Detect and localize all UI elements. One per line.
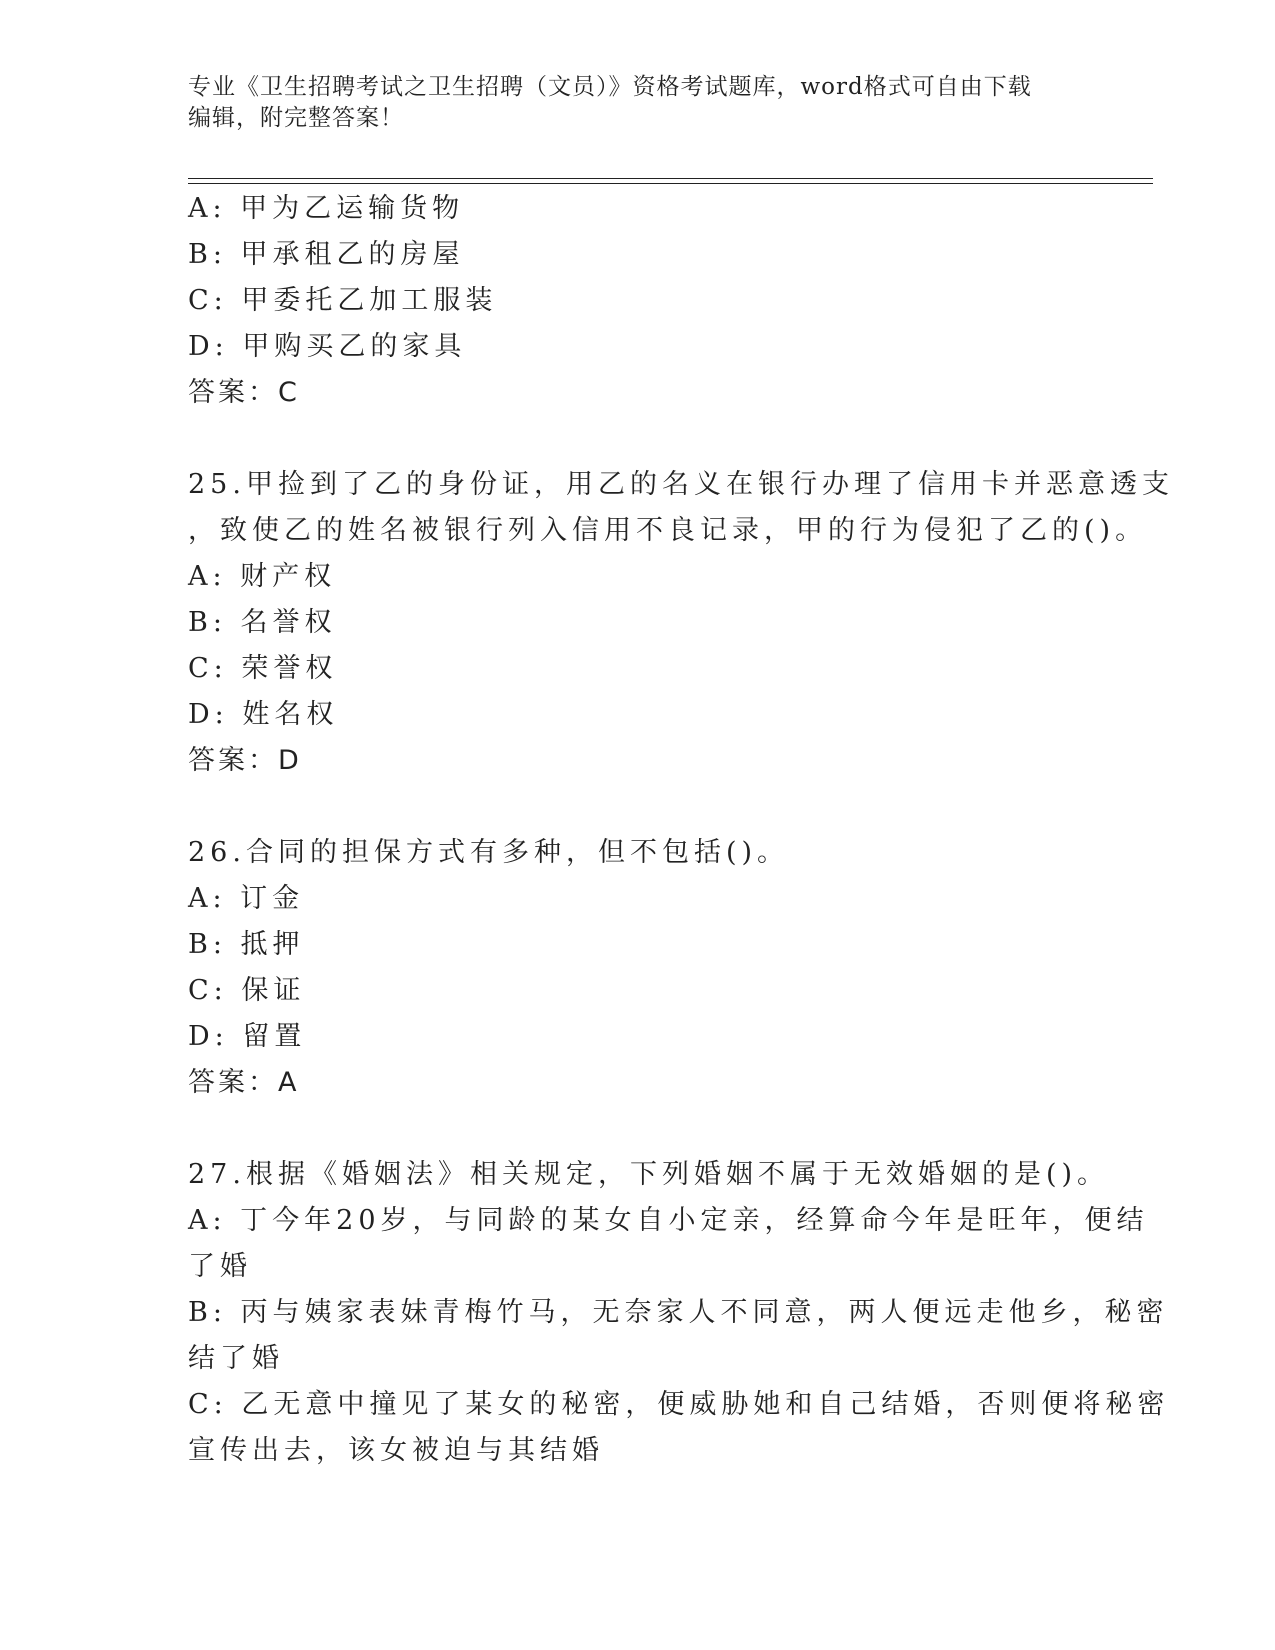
header-line-2: 编辑，附完整答案！ <box>188 105 404 131</box>
question-list <box>188 186 1188 1474</box>
option-a: A: 财产权 <box>188 561 337 592</box>
option-c: C: 荣誉权 <box>188 653 338 684</box>
option-c: C: 甲委托乙加工服装 <box>188 285 498 316</box>
spacer <box>188 416 1188 462</box>
question-24 <box>188 186 1188 416</box>
option-d: D: 留置 <box>188 1021 307 1052</box>
question-stem: 25.甲捡到了乙的身份证，用乙的名义在银行办理了信用卡并恶意透支 <box>188 469 1174 500</box>
answer-text: 答案：C <box>188 377 300 408</box>
answer-text: 答案：A <box>188 1067 300 1098</box>
option-b: B: 名誉权 <box>188 607 337 638</box>
option-d: D: 甲购买乙的家具 <box>188 331 467 362</box>
question-27 <box>188 1152 1188 1474</box>
option-b: B: 抵押 <box>188 929 305 960</box>
question-stem: 26.合同的担保方式有多种，但不包括()。 <box>188 837 790 868</box>
option-b: B: 甲承租乙的房屋 <box>188 239 465 270</box>
option-c-continued: 宣传出去，该女被迫与其结婚 <box>188 1435 604 1466</box>
document-header <box>188 72 1088 134</box>
question-25 <box>188 462 1188 784</box>
option-a: A: 甲为乙运输货物 <box>188 193 465 224</box>
option-c: C: 乙无意中撞见了某女的秘密，便威胁她和自己结婚，否则便将秘密 <box>188 1389 1170 1420</box>
option-b: B: 丙与姨家表妹青梅竹马，无奈家人不同意，两人便远走他乡，秘密 <box>188 1297 1169 1328</box>
header-divider-top <box>188 178 1153 179</box>
option-a: A: 订金 <box>188 883 305 914</box>
question-stem-continued: ，致使乙的姓名被银行列入信用不良记录，甲的行为侵犯了乙的()。 <box>188 515 1148 546</box>
header-divider-bottom <box>188 183 1153 184</box>
option-b-continued: 结了婚 <box>188 1343 284 1374</box>
answer-text: 答案：D <box>188 745 302 776</box>
option-a: A: 丁今年20岁，与同龄的某女自小定亲，经算命今年是旺年，便结 <box>188 1205 1149 1236</box>
spacer <box>188 784 1188 830</box>
option-d: D: 姓名权 <box>188 699 339 730</box>
question-26 <box>188 830 1188 1106</box>
option-c: C: 保证 <box>188 975 306 1006</box>
question-stem: 27.根据《婚姻法》相关规定，下列婚姻不属于无效婚姻的是()。 <box>188 1159 1110 1190</box>
header-line-1: 专业《卫生招聘考试之卫生招聘（文员）》资格考试题库，word格式可自由下载 <box>188 74 1032 100</box>
option-a-continued: 了婚 <box>188 1251 252 1282</box>
spacer <box>188 1106 1188 1152</box>
